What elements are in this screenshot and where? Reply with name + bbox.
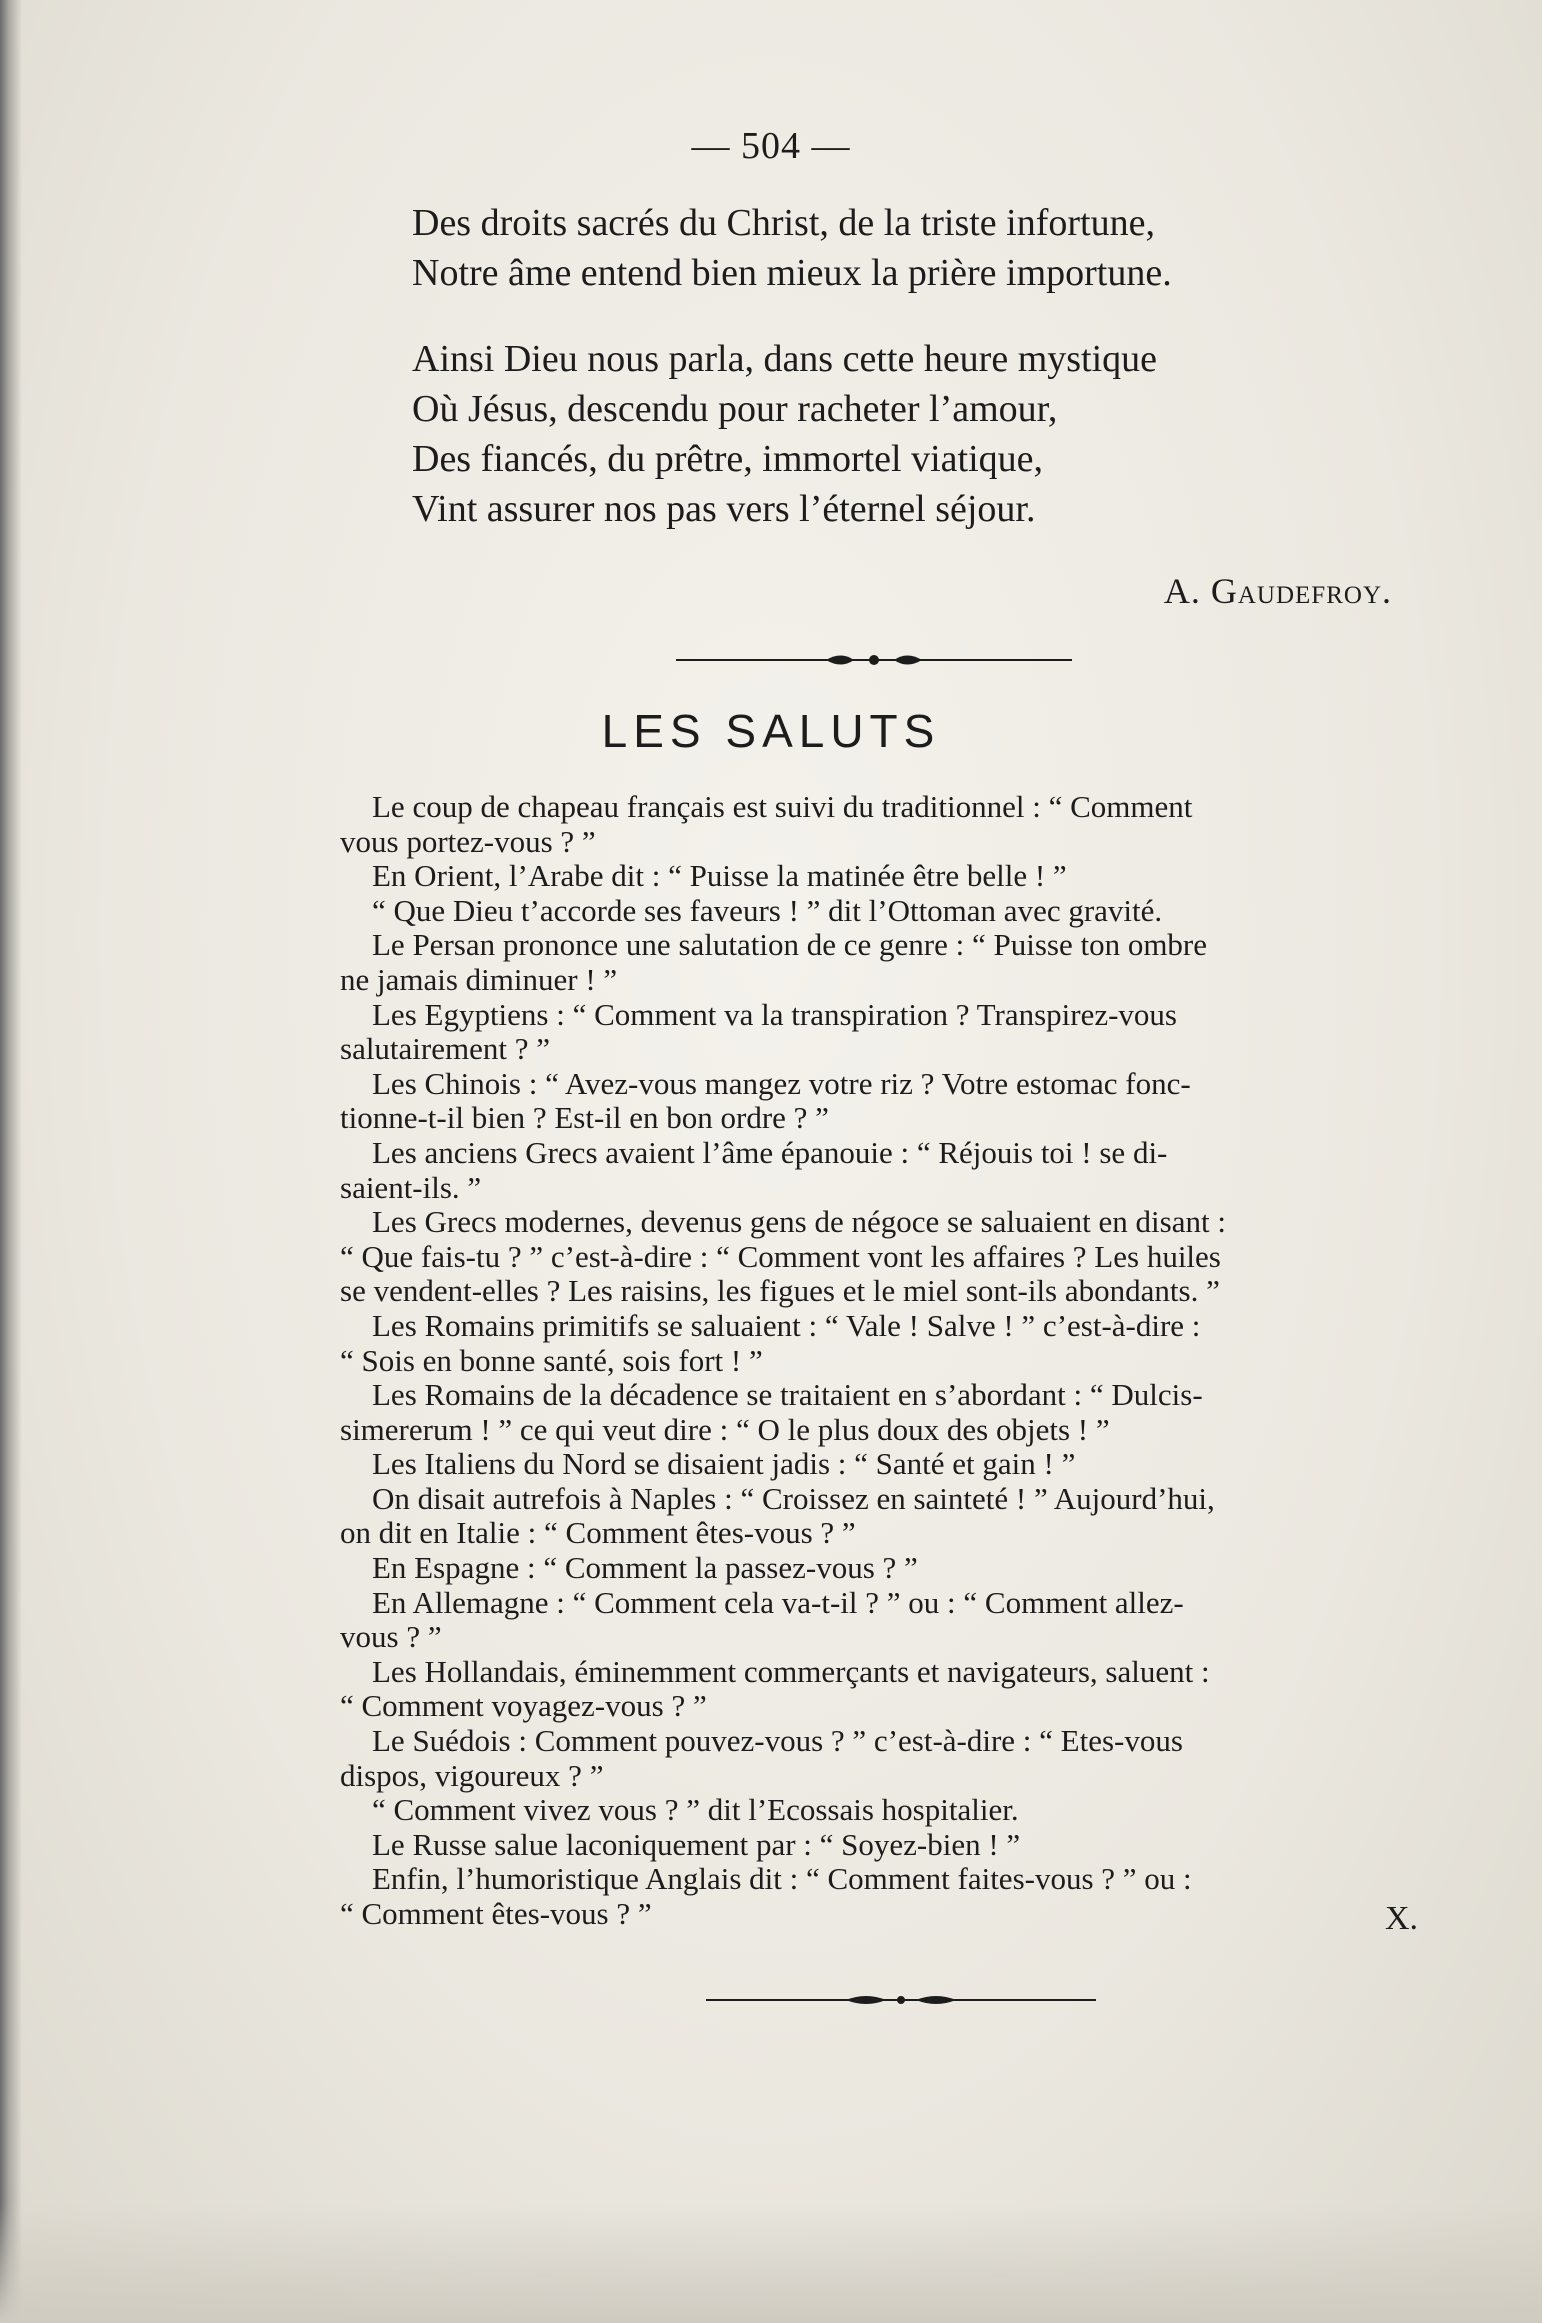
ornament-divider-bottom xyxy=(706,1985,1096,2015)
body-line: Les Romains primitifs se saluaient : “ Vale ! Salve ! ” c’est-à-dire : xyxy=(372,1307,1201,1343)
body-line: Le Persan prononce une salutation de ce genre : “ Puisse ton ombre xyxy=(372,927,1208,963)
body-line: “ Que Dieu t’accorde ses faveurs ! ” dit l’Ottoman avec gravité. xyxy=(372,892,1163,928)
stanza-gap xyxy=(412,298,1372,334)
poem-line: Des droits sacrés du Christ, de la triste infortune, xyxy=(412,202,1155,244)
article-body xyxy=(340,790,1440,1932)
body-line: On disait autrefois à Naples : “ Croissez en sainteté ! ” Aujourd’hui, xyxy=(372,1480,1215,1516)
signature-initial: A. xyxy=(1163,571,1211,611)
poem-line: Vint assurer nos pas vers l’éternel séjour. xyxy=(412,488,1036,530)
body-line: Le Russe salue laconiquement par : “ Soyez-bien ! ” xyxy=(372,1826,1021,1862)
body-line: “ Comment voyagez-vous ? ” xyxy=(340,1688,707,1724)
body-line: En Orient, l’Arabe dit : “ Puisse la matinée être belle ! ” xyxy=(372,858,1067,894)
body-line: “ Sois en bonne santé, sois fort ! ” xyxy=(340,1342,763,1378)
binding-edge-shadow xyxy=(0,0,22,2323)
page-number: — 504 — xyxy=(691,125,851,167)
poem-line: Ainsi Dieu nous parla, dans cette heure mystique xyxy=(412,338,1158,380)
article-author-mark: X. xyxy=(1384,1900,1418,1937)
body-line: Le coup de chapeau français est suivi du traditionnel : “ Comment xyxy=(372,789,1193,824)
body-line: Les Hollandais, éminemment commerçants et navigateurs, saluent : xyxy=(372,1653,1210,1689)
body-line: saient-ils. ” xyxy=(340,1169,482,1205)
body-line: Le Suédois : Comment pouvez-vous ? ” c’est-à-dire : “ Etes-vous xyxy=(372,1723,1183,1759)
poem xyxy=(412,198,1372,534)
body-line: Les anciens Grecs avaient l’âme épanouie : “ Réjouis toi ! se di- xyxy=(372,1134,1168,1170)
body-line: Les Romains de la décadence se traitaient en s’abordant : “ Dulcis- xyxy=(372,1377,1203,1413)
poem-line: Notre âme entend bien mieux la prière importune. xyxy=(412,252,1172,294)
body-line: Enfin, l’humoristique Anglais dit : “ Comment faites-vous ? ” ou : xyxy=(372,1861,1192,1897)
body-line: dispos, vigoureux ? ” xyxy=(340,1757,604,1793)
section-title: LES SALUTS xyxy=(601,705,941,757)
body-line: vous ? ” xyxy=(340,1619,442,1655)
body-line: vous portez-vous ? ” xyxy=(340,823,596,859)
body-line: tionne-t-il bien ? Est-il en bon ordre ? ” xyxy=(340,1100,829,1136)
body-line: “ Comment vivez vous ? ” dit l’Ecossais hospitalier. xyxy=(372,1792,1019,1828)
body-line: Les Italiens du Nord se disaient jadis : “ Santé et gain ! ” xyxy=(372,1446,1076,1482)
poem-line: Où Jésus, descendu pour racheter l’amour, xyxy=(412,388,1058,430)
poem-line: Des fiancés, du prêtre, immortel viatique, xyxy=(412,438,1044,480)
ornament-divider-top xyxy=(676,645,1072,675)
poem-signature xyxy=(0,570,1392,612)
body-line: Les Chinois : “ Avez-vous mangez votre riz ? Votre estomac fonc- xyxy=(372,1065,1191,1101)
body-line: salutairement ? ” xyxy=(340,1031,551,1067)
body-line: Les Egyptiens : “ Comment va la transpiration ? Transpirez-vous xyxy=(372,996,1177,1032)
body-line: on dit en Italie : “ Comment êtes-vous ? ” xyxy=(340,1515,856,1551)
body-line: ne jamais diminuer ! ” xyxy=(340,961,618,997)
body-line: En Espagne : “ Comment la passez-vous ? ” xyxy=(372,1550,918,1586)
body-line: En Allemagne : “ Comment cela va-t-il ? ” ou : “ Comment allez- xyxy=(372,1584,1184,1620)
body-line: “ Comment êtes-vous ? ” xyxy=(340,1896,652,1931)
body-line: “ Que fais-tu ? ” c’est-à-dire : “ Comment vont les affaires ? Les huiles xyxy=(340,1238,1221,1274)
bottom-edge-shadow xyxy=(0,2203,1542,2323)
body-line: se vendent-elles ? Les raisins, les figues et le miel sont-ils abondants. ” xyxy=(340,1273,1220,1309)
signature-name: Gaudefroy. xyxy=(1210,571,1392,611)
body-line: simererum ! ” ce qui veut dire : “ O le plus doux des objets ! ” xyxy=(340,1411,1110,1447)
body-line: Les Grecs modernes, devenus gens de négoce se saluaient en disant : xyxy=(372,1204,1226,1240)
